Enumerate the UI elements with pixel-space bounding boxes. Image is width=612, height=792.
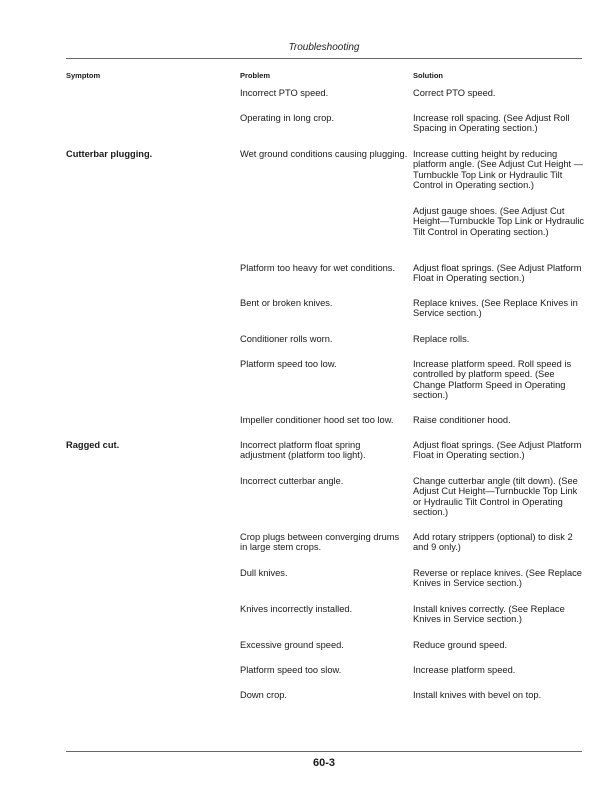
problem-column-header: Problem — [240, 71, 271, 80]
footer-rule — [66, 751, 582, 752]
problem-cell: Platform too heavy for wet conditions. — [240, 263, 396, 273]
problem-cell: Excessive ground speed. — [240, 640, 344, 650]
troubleshooting-table — [0, 88, 612, 710]
table-row — [0, 206, 612, 263]
problem-cell: Knives incorrectly installed. — [240, 604, 353, 614]
solution-cell: Raise conditioner hood. — [413, 415, 511, 425]
problem-cell: Incorrect cutterbar angle. — [240, 476, 344, 486]
problem-cell: Operating in long crop. — [240, 113, 335, 123]
problem-cell: Crop plugs between converging drums in large stem crops. — [240, 532, 400, 553]
table-row — [0, 149, 612, 206]
table-row — [0, 359, 612, 415]
table-row — [0, 263, 612, 298]
solution-cell: Install knives correctly. (See Replace Knives in Service section.) — [413, 604, 565, 625]
page-number: 60-3 — [312, 757, 336, 769]
solution-cell: Replace knives. (See Replace Knives in Service section.) — [413, 298, 578, 319]
solution-cell: Correct PTO speed. — [413, 88, 496, 98]
column-headers — [0, 71, 612, 83]
table-row — [0, 440, 612, 476]
symptom-cell: Cutterbar plugging. — [66, 149, 153, 159]
solution-cell: Adjust float springs. (See Adjust Platform Float in Operating section.) — [413, 440, 582, 461]
solution-cell: Adjust gauge shoes. (See Adjust Cut Height—Turnbuckle Top Link or Hydraulic Tilt Control in Operating section.) — [413, 206, 585, 237]
symptom-column-header: Symptom — [66, 71, 101, 80]
solution-cell: Install knives with bevel on top. — [413, 690, 542, 700]
table-row — [0, 88, 612, 113]
table-row — [0, 604, 612, 640]
solution-column-header: Solution — [413, 71, 443, 80]
problem-cell: Wet ground conditions causing plugging. — [240, 149, 408, 159]
problem-cell: Impeller conditioner hood set too low. — [240, 415, 394, 425]
header-rule — [66, 58, 582, 59]
running-header: Troubleshooting — [288, 42, 360, 53]
table-row — [0, 665, 612, 690]
solution-cell: Add rotary strippers (optional) to disk 2 and 9 only.) — [413, 532, 573, 553]
table-row — [0, 476, 612, 532]
table-row — [0, 298, 612, 334]
problem-cell: Platform speed too low. — [240, 359, 337, 369]
table-row — [0, 690, 612, 710]
solution-cell: Replace rolls. — [413, 334, 470, 344]
solution-cell: Increase platform speed. — [413, 665, 516, 675]
solution-cell: Adjust float springs. (See Adjust Platform Float in Operating section.) — [413, 263, 582, 284]
problem-cell: Incorrect PTO speed. — [240, 88, 329, 98]
problem-cell: Dull knives. — [240, 568, 288, 578]
problem-cell: Platform speed too slow. — [240, 665, 342, 675]
solution-cell: Reduce ground speed. — [413, 640, 508, 650]
table-row — [0, 640, 612, 665]
problem-cell: Incorrect platform float spring adjustment (platform too light). — [240, 440, 366, 461]
solution-cell: Reverse or replace knives. (See Replace Knives in Service section.) — [413, 568, 582, 589]
solution-cell: Increase cutting height by reducing platform angle. (See Adjust Cut Height —Turnbuckle Top Link or Hydraulic Tilt Control in Operating section.) — [413, 149, 584, 191]
table-row — [0, 113, 612, 149]
table-row — [0, 568, 612, 604]
solution-cell: Change cutterbar angle (tilt down). (See Adjust Cut Height—Turnbuckle Top Link or Hydraulic Tilt Control in Operating section.) — [413, 476, 578, 518]
problem-cell: Conditioner rolls worn. — [240, 334, 333, 344]
table-row — [0, 532, 612, 568]
solution-cell: Increase roll spacing. (See Adjust Roll Spacing in Operating section.) — [413, 113, 570, 134]
problem-cell: Down crop. — [240, 690, 288, 700]
solution-cell: Increase platform speed. Roll speed is controlled by platform speed. (See Change Platform Speed in Operating section.) — [413, 359, 572, 401]
symptom-cell: Ragged cut. — [66, 440, 120, 450]
table-row — [0, 415, 612, 440]
problem-cell: Bent or broken knives. — [240, 298, 333, 308]
table-row — [0, 334, 612, 359]
